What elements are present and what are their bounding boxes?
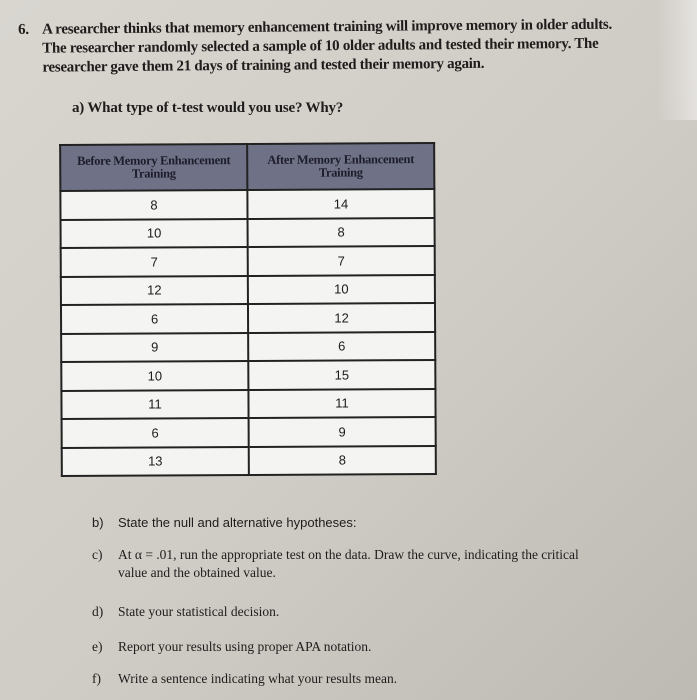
before-cell: 8 — [60, 190, 247, 219]
part-c-text-2: value and the obtained value. — [118, 565, 276, 580]
after-cell: 8 — [249, 446, 436, 475]
after-cell: 10 — [248, 275, 435, 304]
after-cell: 9 — [249, 417, 436, 446]
part-d — [92, 603, 279, 621]
part-f-label: f) — [92, 671, 101, 686]
part-d-text: State your statistical decision. — [118, 604, 280, 619]
after-cell: 15 — [248, 360, 435, 389]
table-row — [61, 332, 435, 362]
before-cell: 9 — [61, 332, 248, 361]
question-line-1: A researcher thinks that memory enhancement training will improve memory in older adults. — [42, 16, 612, 38]
before-cell: 13 — [62, 446, 249, 475]
question-prompt — [18, 15, 678, 76]
memory-data-table — [59, 142, 437, 477]
before-cell: 6 — [62, 418, 249, 447]
table-header-row — [60, 143, 434, 191]
after-cell: 12 — [248, 303, 435, 332]
part-c-label: c) — [92, 547, 103, 562]
before-cell: 10 — [61, 361, 248, 390]
question-line-3: researcher gave them 21 days of training and tested their memory again. — [42, 55, 485, 76]
before-cell: 10 — [61, 219, 248, 248]
part-c — [92, 546, 579, 582]
after-cell: 7 — [248, 246, 435, 275]
header-after: After Memory Enhancement Training — [247, 143, 434, 190]
part-f-text: Write a sentence indicating what your results mean. — [118, 671, 398, 686]
after-cell: 11 — [248, 389, 435, 418]
header-before: Before Memory Enhancement Training — [60, 144, 247, 191]
before-cell: 7 — [61, 247, 248, 276]
table-row — [60, 189, 434, 219]
question-line-2: The researcher randomly selected a sample of 10 older adults and tested their memory. The — [42, 35, 599, 57]
table-row — [61, 246, 435, 276]
part-e-label: e) — [92, 639, 103, 654]
table-row — [61, 389, 435, 419]
before-cell: 12 — [61, 276, 248, 305]
table-row — [61, 303, 435, 333]
after-cell: 6 — [248, 332, 435, 361]
part-c-text-1: At α = .01, run the appropriate test on the data. Draw the curve, indicating the critical — [118, 547, 579, 562]
table-row — [62, 417, 436, 447]
after-cell: 8 — [248, 218, 435, 247]
part-e — [92, 638, 371, 656]
part-b — [92, 514, 357, 532]
question-number: 6. — [18, 21, 29, 38]
part-b-text: State the null and alternative hypotheses: — [118, 515, 357, 530]
screen-glare — [657, 0, 697, 120]
table-row — [61, 275, 435, 305]
part-e-text: Report your results using proper APA notation. — [118, 639, 372, 654]
before-cell: 11 — [61, 389, 248, 418]
part-f — [92, 670, 397, 688]
table-row — [62, 446, 436, 476]
before-cell: 6 — [61, 304, 248, 333]
part-d-label: d) — [92, 604, 104, 619]
after-cell: 14 — [247, 189, 434, 218]
part-b-label: b) — [92, 515, 104, 530]
table-row — [61, 218, 435, 248]
part-a-question: a) What type of t-test would you use? Why? — [72, 100, 344, 116]
table-row — [61, 360, 435, 390]
